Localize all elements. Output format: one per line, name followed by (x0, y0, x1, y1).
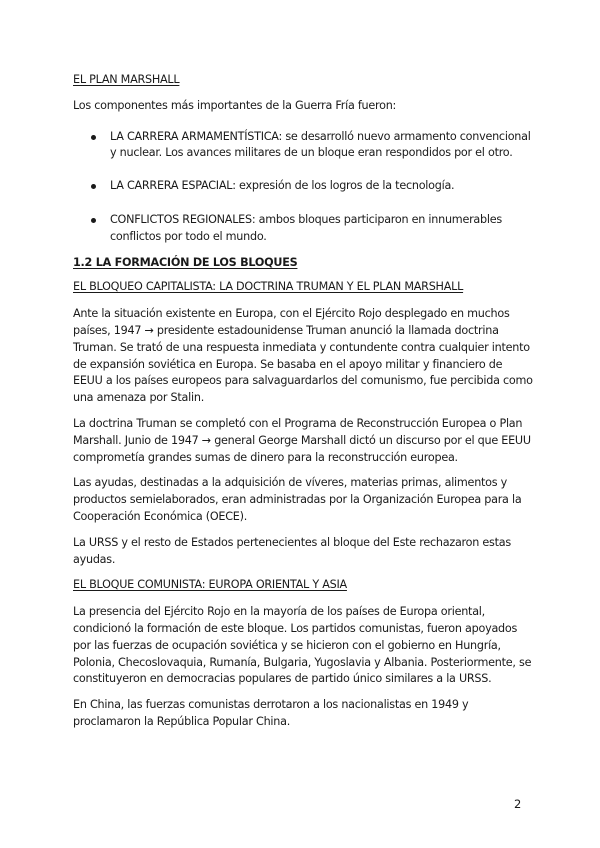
subheading-comunista: EL BLOQUE COMUNISTA: EUROPA ORIENTAL Y ASIA (73, 578, 347, 592)
bullet-item (73, 212, 533, 246)
heading-plan-marshall: EL PLAN MARSHALL (73, 73, 180, 86)
bullet-text: LA CARRERA ESPACIAL: expresión de los logros de la tecnología. (110, 179, 455, 193)
paragraph: Ante la situación existente en Europa, con el Ejército Rojo desplegado en muchos países, 1947 → presidente estadounidense Truman anunció la llamada doctrina Truman. Se trató de una respuesta inmediata y contundente contra cualquier intento de expansión soviética en Europa. Se basaba en el apoyo militar y financiero de EEUU a los países europeos para salvaguardarlos del comunismo, fue percibida como una amenaza por Stalin. (73, 307, 533, 405)
bullet-item (73, 178, 533, 195)
intro-text: Los componentes más importantes de la Guerra Fría fueron: (73, 98, 397, 112)
bullet-dot-icon (91, 135, 96, 140)
subheading-capitalista: EL BLOQUEO CAPITALISTA: LA DOCTRINA TRUMAN Y EL PLAN MARSHALL (73, 280, 464, 294)
paragraph: La doctrina Truman se completó con el Programa de Reconstrucción Europea o Plan Marshall. Junio de 1947 → general George Marshall dictó un discurso por el que EEUU comprometía grandes sumas de dinero para la reconstrucción europea. (73, 416, 531, 464)
bullet-dot-icon (91, 218, 96, 223)
bullet-list (73, 129, 533, 246)
paragraph: La URSS y el resto de Estados pertenecientes al bloque del Este rechazaron estas ayudas. (73, 535, 511, 566)
document-page (73, 72, 533, 731)
bullet-text: LA CARRERA ARMAMENTÍSTICA: se desarrolló nuevo armamento convencional y nuclear. Los avances militares de un bloque eran respondidos por el otro. (110, 129, 531, 160)
bullet-item (73, 129, 533, 163)
bullet-dot-icon (91, 184, 96, 189)
paragraph: Las ayudas, destinadas a la adquisición de víveres, materias primas, alimentos y productos semielaborados, eran administradas por la Organización Europea para la Cooperación Económica (OECE). (73, 476, 522, 523)
paragraph: En China, las fuerzas comunistas derrotaron a los nacionalistas en 1949 y proclamaron la República Popular China. (73, 698, 469, 728)
paragraph: La presencia del Ejército Rojo en la mayoría de los países de Europa oriental, condicionó la formación de este bloque. Los partidos comunistas, fueron apoyados por las fuerzas de ocupación soviética y se hicieron con el gobierno en Hungría, Polonia, Checoslovaquia, Rumanía, Bulgaria, Yugoslavia y Albania. Posteriormente, se constituyeron en democracias populares de partido único similares a la URSS. (73, 605, 532, 686)
page-number: 2 (514, 797, 522, 811)
bullet-text: CONFLICTOS REGIONALES: ambos bloques participaron en innumerables conflictos por todo el mundo. (110, 212, 502, 243)
section-title: 1.2 LA FORMACIÓN DE LOS BLOQUES (73, 255, 298, 269)
